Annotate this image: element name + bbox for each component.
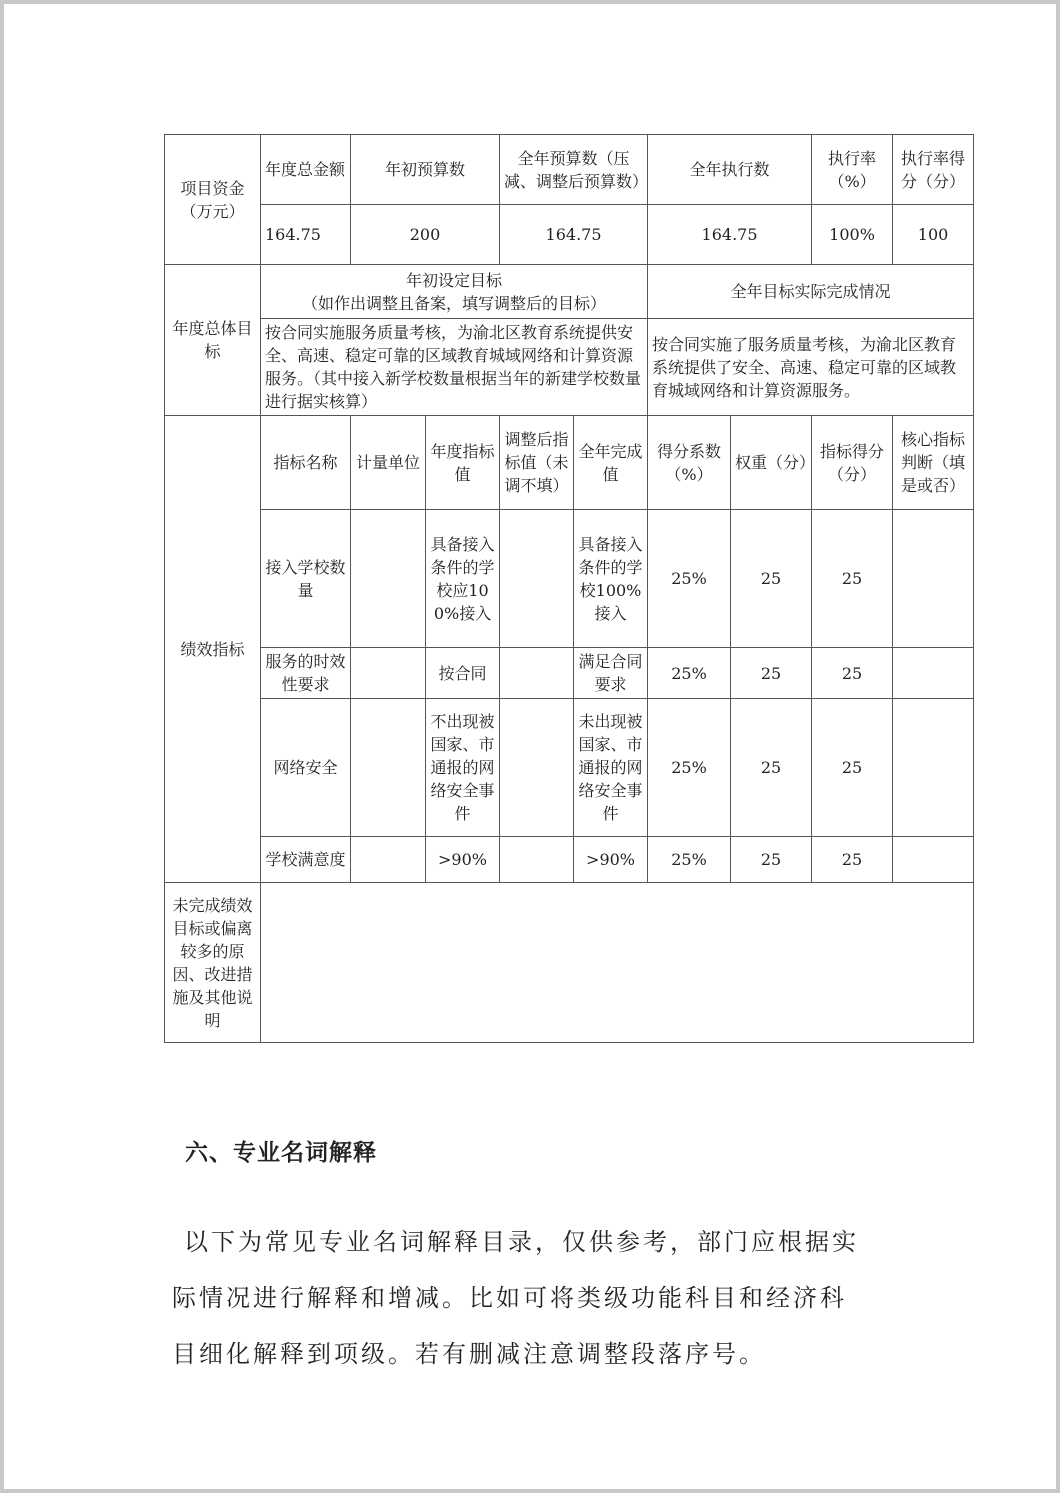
notes-row — [165, 883, 974, 1043]
indicator-actual: 具备接入条件的学校100%接入 — [574, 510, 648, 648]
notes-label: 未完成绩效目标或偏离较多的原因、改进措施及其他说明 — [165, 883, 261, 1043]
funds-header-initial: 年初预算数 — [351, 135, 500, 205]
funds-header-rate-score: 执行率得分（分） — [893, 135, 974, 205]
indicators-label: 绩效指标 — [165, 416, 261, 883]
indicator-score: 25 — [812, 699, 893, 837]
funds-value-adjusted: 164.75 — [500, 205, 648, 265]
indicator-score: 25 — [812, 510, 893, 648]
goals-set-header: 年初设定目标 （如作出调整且备案，填写调整后的目标） — [261, 265, 648, 319]
indicator-unit — [351, 648, 426, 699]
performance-table — [164, 134, 974, 1043]
indicator-header-target: 年度指标值 — [426, 416, 500, 510]
indicator-header-coef: 得分系数（%） — [648, 416, 731, 510]
indicator-score: 25 — [812, 837, 893, 883]
indicator-header-name: 指标名称 — [261, 416, 351, 510]
indicator-core — [893, 510, 974, 648]
indicator-coef: 25% — [648, 648, 731, 699]
indicator-coef: 25% — [648, 510, 731, 648]
indicator-core — [893, 699, 974, 837]
indicator-target: 不出现被国家、市通报的网络安全事件 — [426, 699, 500, 837]
indicator-header-unit: 计量单位 — [351, 416, 426, 510]
funds-value-rate: 100% — [812, 205, 893, 265]
indicator-name: 学校满意度 — [261, 837, 351, 883]
indicator-target: 具备接入条件的学校应100%接入 — [426, 510, 500, 648]
funds-value-total: 164.75 — [261, 205, 351, 265]
table-row — [165, 837, 974, 883]
indicator-unit — [351, 510, 426, 648]
paragraph-line: 际情况进行解释和增减。比如可将类级功能科目和经济科 — [172, 1284, 847, 1312]
indicator-weight: 25 — [731, 699, 812, 837]
funds-value-executed: 164.75 — [648, 205, 812, 265]
indicator-header-adjusted: 调整后指标值（未调不填） — [500, 416, 574, 510]
indicator-header-weight: 权重（分） — [731, 416, 812, 510]
indicator-target: 按合同 — [426, 648, 500, 699]
funds-header-total: 年度总金额 — [261, 135, 351, 205]
table-row — [165, 648, 974, 699]
funds-header-adjusted: 全年预算数（压减、调整后预算数） — [500, 135, 648, 205]
section-paragraph — [172, 1214, 902, 1382]
indicator-coef: 25% — [648, 837, 731, 883]
indicator-unit — [351, 699, 426, 837]
paragraph-line: 以下为常见专业名词解释目录，仅供参考，部门应根据实 — [184, 1228, 859, 1256]
goals-actual-text: 按合同实施了服务质量考核，为渝北区教育系统提供了安全、高速、稳定可靠的区域教育城域网络和计算资源服务。 — [648, 319, 974, 416]
indicator-core — [893, 837, 974, 883]
funds-value-row — [165, 205, 974, 265]
notes-content — [261, 883, 974, 1043]
goals-header-row — [165, 265, 974, 319]
table-row — [165, 699, 974, 837]
goals-text-row — [165, 319, 974, 416]
indicator-adjusted — [500, 510, 574, 648]
indicator-actual: >90% — [574, 837, 648, 883]
indicator-weight: 25 — [731, 837, 812, 883]
indicator-header-actual: 全年完成值 — [574, 416, 648, 510]
goals-set-text: 按合同实施服务质量考核，为渝北区教育系统提供安全、高速、稳定可靠的区域教育城域网络和计算资源服务。（其中接入新学校数量根据当年的新建学校数量进行据实核算） — [261, 319, 648, 416]
indicator-score: 25 — [812, 648, 893, 699]
indicator-name: 接入学校数量 — [261, 510, 351, 648]
paragraph-line: 目细化解释到项级。若有删减注意调整段落序号。 — [172, 1340, 766, 1368]
goals-actual-header: 全年目标实际完成情况 — [648, 265, 974, 319]
indicator-weight: 25 — [731, 648, 812, 699]
indicator-actual: 未出现被国家、市通报的网络安全事件 — [574, 699, 648, 837]
indicator-unit — [351, 837, 426, 883]
indicator-adjusted — [500, 648, 574, 699]
goals-label: 年度总体目标 — [165, 265, 261, 416]
indicator-coef: 25% — [648, 699, 731, 837]
funds-header-executed: 全年执行数 — [648, 135, 812, 205]
funds-label: 项目资金（万元） — [165, 135, 261, 265]
funds-value-rate-score: 100 — [893, 205, 974, 265]
indicator-target: >90% — [426, 837, 500, 883]
indicator-adjusted — [500, 699, 574, 837]
indicator-adjusted — [500, 837, 574, 883]
indicator-core — [893, 648, 974, 699]
funds-header-row — [165, 135, 974, 205]
indicator-weight: 25 — [731, 510, 812, 648]
funds-value-initial: 200 — [351, 205, 500, 265]
table-row — [165, 510, 974, 648]
indicator-header-row — [165, 416, 974, 510]
document-page — [4, 4, 1056, 1489]
indicator-name: 服务的时效性要求 — [261, 648, 351, 699]
indicator-name: 网络安全 — [261, 699, 351, 837]
funds-header-rate: 执行率（%） — [812, 135, 893, 205]
section-title: 六、专业名词解释 — [185, 1140, 377, 1166]
indicator-actual: 满足合同要求 — [574, 648, 648, 699]
indicator-header-score: 指标得分（分） — [812, 416, 893, 510]
indicator-header-core: 核心指标判断（填是或否） — [893, 416, 974, 510]
